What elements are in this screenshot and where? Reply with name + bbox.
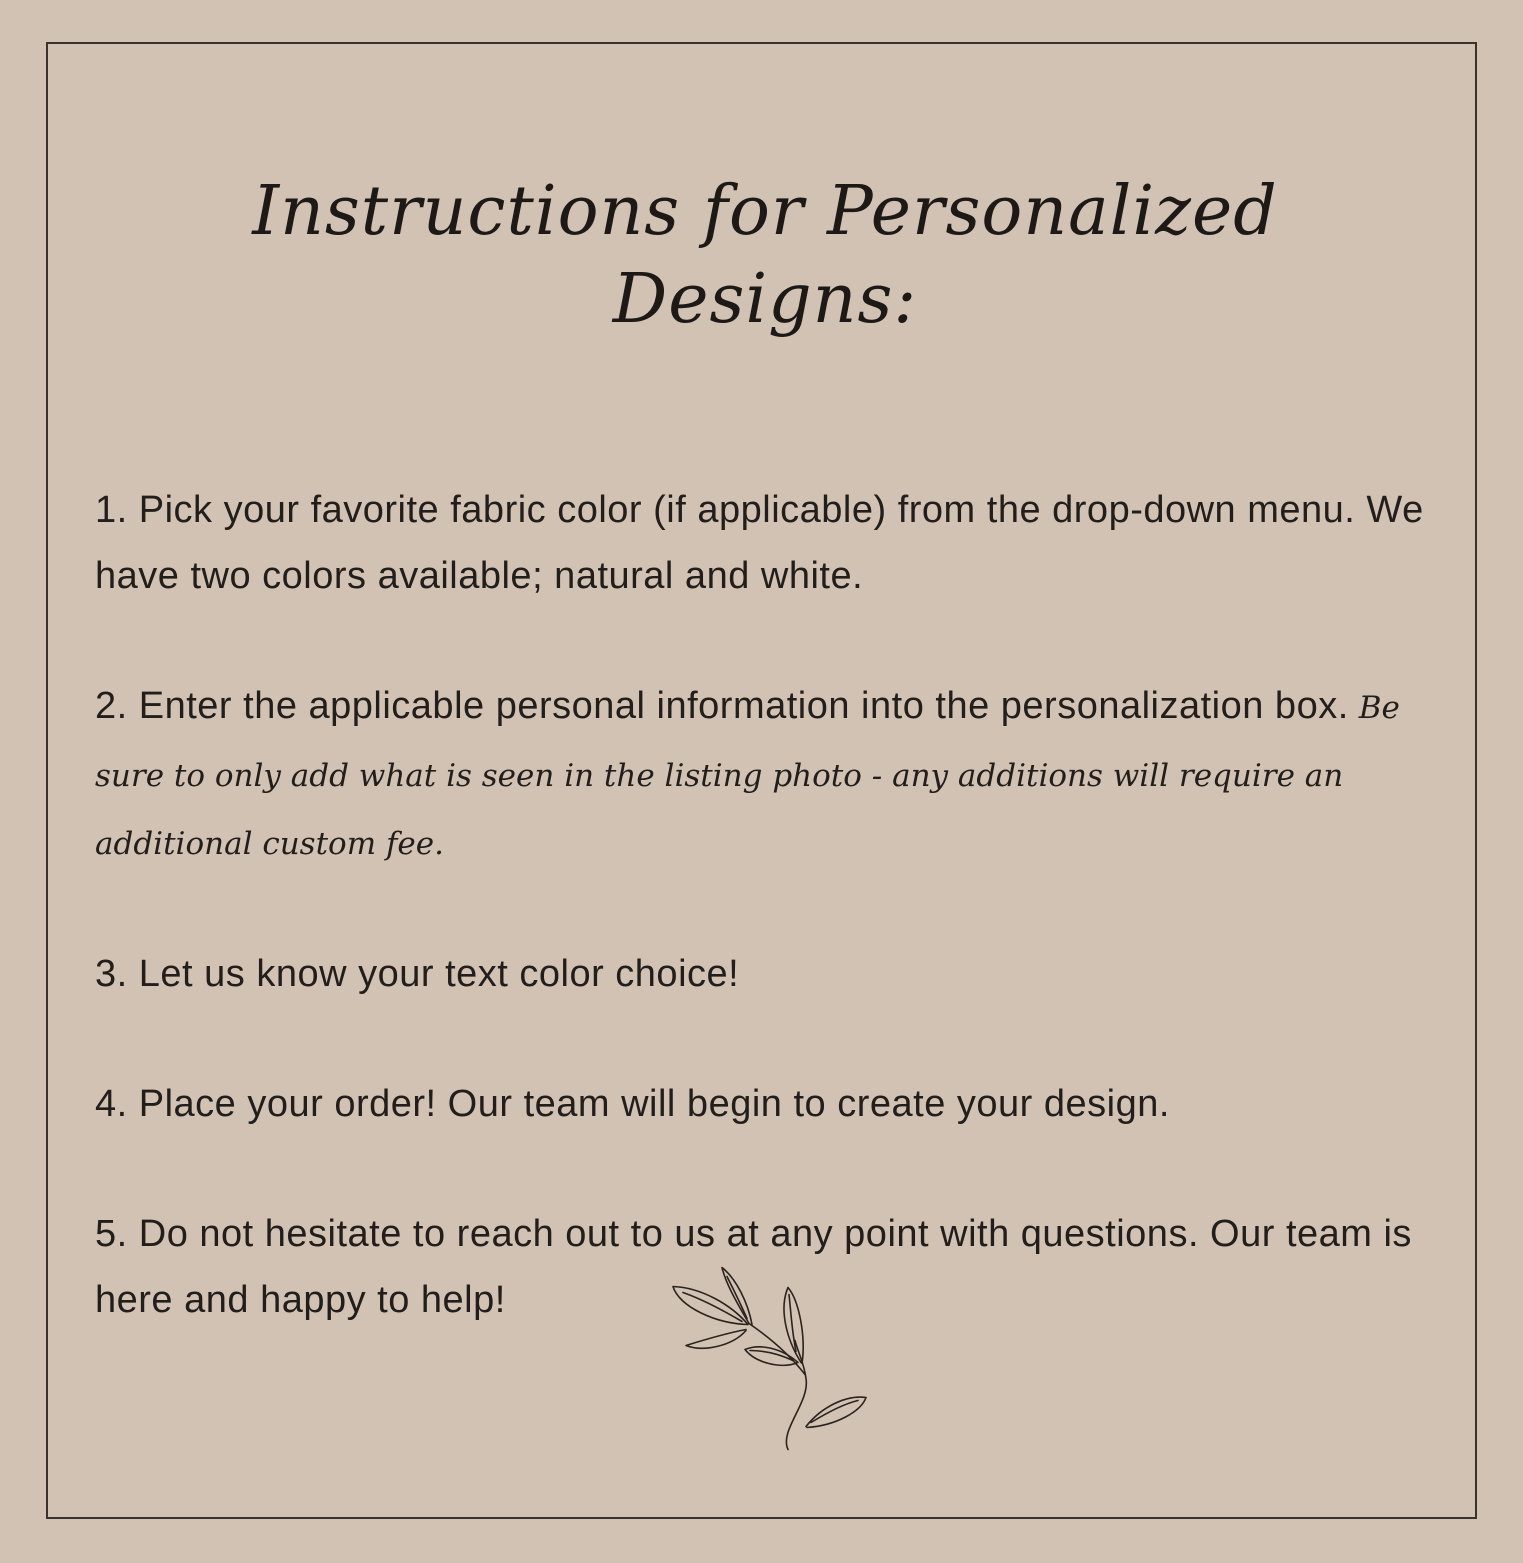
instruction-item-1 <box>95 477 1435 609</box>
instruction-text: 1. Pick your favorite fabric color (if applicable) from the drop-down menu. We have two colors available; natural and white. <box>95 488 1424 597</box>
page-title: Instructions for Personalized Designs: <box>252 172 1278 340</box>
instruction-list <box>95 477 1435 1333</box>
instruction-item-2 <box>95 673 1435 877</box>
botanical-sprig-illustration <box>645 1248 895 1473</box>
card-content <box>95 0 1435 1397</box>
instruction-text: 3. Let us know your text color choice! <box>95 952 740 995</box>
instruction-item-3 <box>95 941 1435 1007</box>
instruction-text: 4. Place your order! Our team will begin to create your design. <box>95 1082 1170 1125</box>
instruction-text: 5. Do not hesitate to reach out to us at any point with questions. Our team is here and happy to help! <box>95 1212 1412 1321</box>
instruction-note: Be sure to only add what is seen in the listing photo - any additions will require an additional custom fee. <box>95 689 1400 862</box>
instruction-item-4 <box>95 1071 1435 1137</box>
instruction-text: 2. Enter the applicable personal information into the personalization box. <box>95 684 1349 727</box>
